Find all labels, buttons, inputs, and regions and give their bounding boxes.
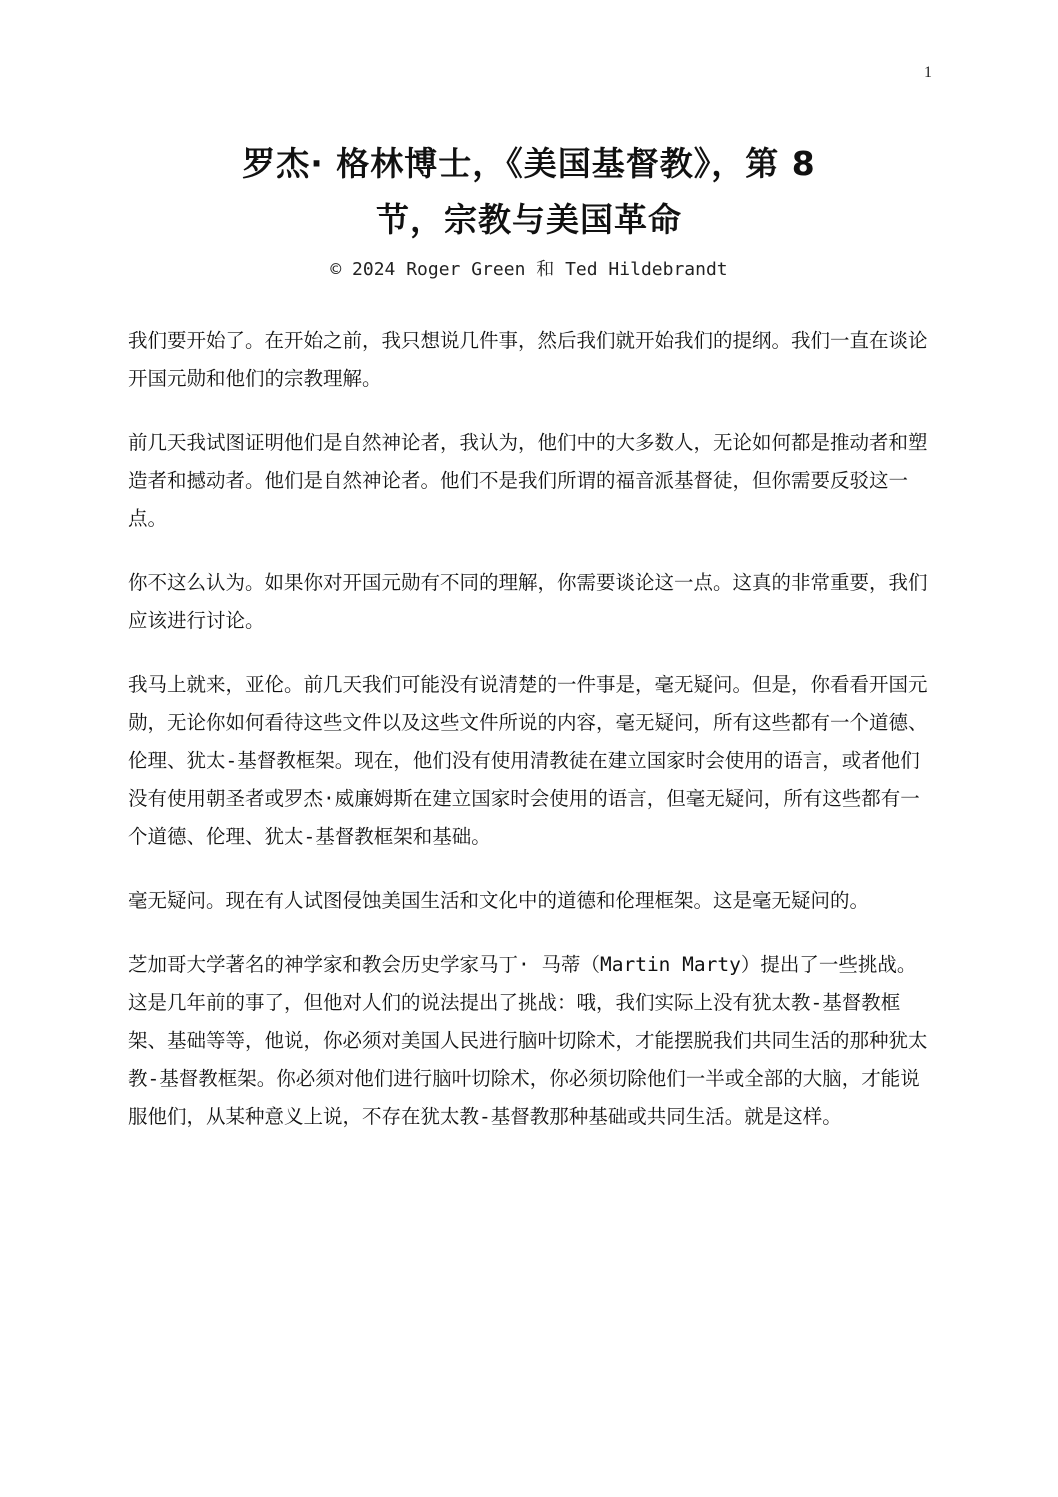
- paragraph-3: 你不这么认为。如果你对开国元勋有不同的理解，你需要谈论这一点。这真的非常重要，我们应该进行讨论。: [128, 571, 928, 632]
- title-block: [130, 136, 928, 282]
- paragraph-6: 芝加哥大学著名的神学家和教会历史学家马丁· 马蒂（Martin Marty）提出了一些挑战。这是几年前的事了，但他对人们的说法提出了挑战：哦，我们实际上没有犹太教-基督教框架、基础等等，他说，你必须对美国人民进行脑叶切除术，才能摆脱我们共同生活的那种犹太教-基督教框架。你必须对他们进行脑叶切除术，你必须切除他们一半或全部的大脑，才能说服他们，从某种意义上说，不存在犹太教-基督教那种基础或共同生活。就是这样。: [128, 953, 928, 1128]
- paragraph-4: 我马上就来，亚伦。前几天我们可能没有说清楚的一件事是，毫无疑问。但是，你看看开国元勋，无论你如何看待这些文件以及这些文件所说的内容，毫无疑问，所有这些都有一个道德、伦理、犹太-基督教框架。现在，他们没有使用清教徒在建立国家时会使用的语言，或者他们没有使用朝圣者或罗杰·威廉姆斯在建立国家时会使用的语言，但毫无疑问，所有这些都有一个道德、伦理、犹太-基督教框架和基础。: [128, 673, 928, 848]
- paragraph-2: 前几天我试图证明他们是自然神论者，我认为，他们中的大多数人，无论如何都是推动者和塑造者和撼动者。他们是自然神论者。他们不是我们所谓的福音派基督徒，但你需要反驳这一点。: [128, 431, 928, 530]
- page-number: 1: [924, 64, 932, 81]
- paragraph-1: 我们要开始了。在开始之前，我只想说几件事，然后我们就开始我们的提纲。我们一直在谈论开国元勋和他们的宗教理解。: [128, 329, 928, 390]
- copyright-notice: © 2024 Roger Green 和 Ted Hildebrandt: [330, 259, 728, 280]
- paragraph-5: 毫无疑问。现在有人试图侵蚀美国生活和文化中的道德和伦理框架。这是毫无疑问的。: [128, 889, 870, 912]
- document-title-line-1: 罗杰· 格林博士，《美国基督教》，第 8: [242, 144, 816, 183]
- document-title-line-2: 节，宗教与美国革命: [376, 200, 682, 239]
- body-text: [128, 322, 928, 1162]
